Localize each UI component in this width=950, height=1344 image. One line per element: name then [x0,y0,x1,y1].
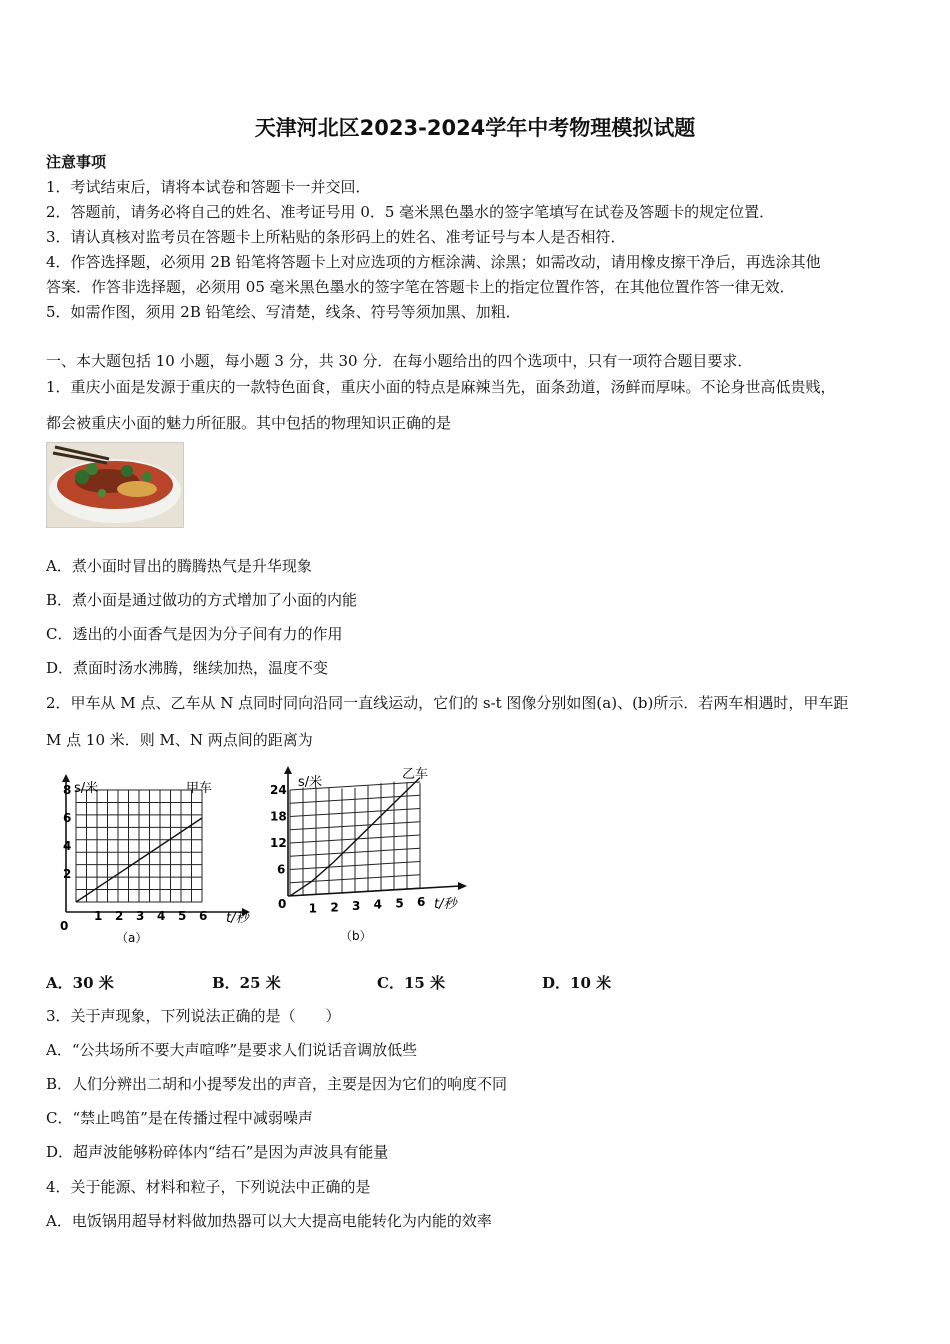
y-tick-label: 12 [270,836,287,850]
graph-b-xlabel: t/秒 [434,897,457,912]
x-tick-label: 2 [330,900,339,915]
graph-b-x-axis [288,886,460,896]
q1-option: B．煮小面是通过做功的方式增加了小面的内能 [46,591,358,609]
q3-option: B．人们分辨出二胡和小提琴发出的声音，主要是因为它们的响度不同 [46,1075,508,1093]
graph-b [262,764,482,954]
q3-stem: 3．关于声现象，下列说法正确的是（ ） [46,1007,341,1025]
q2-option-d: D．10 米 [542,974,612,992]
notice-heading: 注意事项 [46,153,107,171]
x-tick-label: 1 [308,901,318,916]
x-tick-label: 6 [417,895,426,909]
x-tick-label: 4 [373,897,383,912]
noodle-bowl-image [46,442,184,528]
graph-b-y-arrow [284,766,292,774]
x-tick-label: 6 [199,909,208,923]
graph-b-origin: 0 [278,897,287,911]
q4-option: A．电饭锅用超导材料做加热器可以大大提高电能转化为内能的效率 [46,1212,492,1230]
y-tick-label: 8 [63,783,72,797]
q3-option: A．“公共场所不要大声喧哗”是要求人们说话音调放低些 [46,1041,418,1059]
q2-option-c: C．15 米 [377,974,446,992]
q2-option-b: B．25 米 [212,974,281,992]
q3-option: C．“禁止鸣笛”是在传播过程中减弱噪声 [46,1109,313,1127]
graph-a-y-arrow [62,774,70,782]
q3-option: D．超声波能够粉碎体内“结石”是因为声波具有能量 [46,1143,389,1161]
graph-b-x-arrow [458,882,467,890]
x-tick-label: 3 [136,909,145,923]
y-tick-label: 24 [270,783,287,797]
y-tick-label: 6 [63,811,72,825]
graph-b-ylabel: s/米 [298,775,323,790]
notice-item: 3．请认真核对监考员在答题卡上所粘贴的条形码上的姓名、准考证号与本人是否相符． [46,228,626,246]
graph-b-title: 乙车 [402,767,429,782]
q1-option: C．透出的小面香气是因为分子间有力的作用 [46,625,343,643]
notice-item: 4．作答选择题，必须用 2B 铅笔将答题卡上对应选项的方框涂满、涂黑；如需改动，请用橡皮擦干净后，再选涂其他 [46,253,821,271]
graph-a-grid [76,790,202,902]
notice-item: 5．如需作图，须用 2B 铅笔绘、写清楚，线条、符号等须加黑、加粗． [46,303,521,321]
x-tick-label: 3 [352,899,361,913]
q2-stem-cont: M 点 10 米．则 M、N 两点间的距离为 [46,731,313,749]
x-tick-label: 5 [395,896,404,911]
graph-a-xlabel: t/秒 [226,911,249,926]
y-tick-label: 18 [270,809,287,824]
q1-option: A．煮小面时冒出的腾腾热气是升华现象 [46,557,312,575]
q1-stem: 1．重庆小面是发源于重庆的一款特色面食，重庆小面的特点是麻辣当先，面条劲道，汤鲜而厚味。不论身世高低贵贱， [46,378,836,396]
graph-a-caption: （a） [116,931,148,945]
x-tick-label: 1 [94,909,103,923]
q2-option-a: A．30 米 [46,974,114,992]
graph-a [46,772,266,952]
graph-b-grid [290,782,420,896]
x-tick-label: 5 [178,909,187,923]
page-title: 天津河北区2023-2024学年中考物理模拟试题 [254,116,696,140]
q1-stem-cont: 都会被重庆小面的魅力所征服。其中包括的物理知识正确的是 [46,414,452,432]
x-tick-label: 2 [115,909,124,923]
x-tick-label: 4 [157,909,166,923]
graph-a-origin: 0 [60,919,69,933]
graph-b-caption: （b） [340,929,372,943]
y-tick-label: 2 [63,867,72,881]
notice-item: 1．考试结束后，请将本试卷和答题卡一并交回． [46,178,371,196]
q4-stem: 4．关于能源、材料和粒子，下列说法中正确的是 [46,1178,371,1196]
y-tick-label: 4 [63,839,72,853]
notice-item: 2．答题前，请务必将自己的姓名、准考证号用 0．5 毫米黑色墨水的签字笔填写在试卷及答题卡的规定位置． [46,203,775,221]
q2-stem: 2．甲车从 M 点、乙车从 N 点同时同向沿同一直线运动，它们的 s-t 图像分别如图(a)、(b)所示．若两车相遇时，甲车距 [46,694,849,712]
q1-option: D．煮面时汤水沸腾，继续加热，温度不变 [46,659,329,677]
graph-a-title: 甲车 [186,781,213,796]
y-tick-label: 6 [277,862,286,877]
graph-a-ylabel: s/米 [74,781,99,796]
notice-item: 答案．作答非选择题，必须用 05 毫米黑色墨水的签字笔在答题卡上的指定位置作答，在其他位置作答一律无效． [46,278,795,296]
section-heading: 一、本大题包括 10 小题，每小题 3 分，共 30 分．在每小题给出的四个选项中，只有一项符合题目要求． [46,352,753,370]
